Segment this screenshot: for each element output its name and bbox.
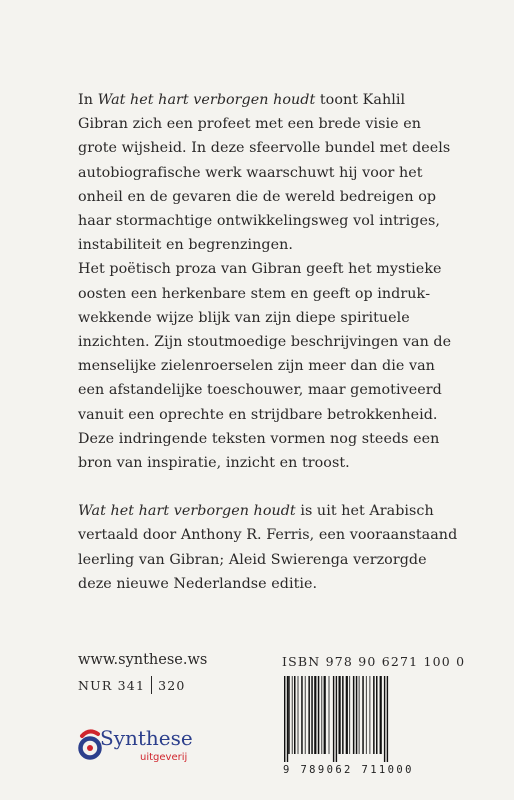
barcode-guard-bar bbox=[336, 676, 337, 762]
barcode-bars bbox=[280, 676, 455, 762]
barcode-bar bbox=[314, 676, 316, 754]
barcode-bar bbox=[329, 676, 330, 754]
barcode-bar bbox=[311, 676, 313, 754]
barcode-bar bbox=[373, 676, 375, 754]
barcode-bar bbox=[380, 676, 382, 754]
book-title: Wat het hart verborgen houdt bbox=[97, 92, 316, 108]
barcode-bar bbox=[353, 676, 355, 754]
barcode-bar bbox=[342, 676, 344, 754]
barcode-bar bbox=[288, 676, 290, 754]
barcode-bar bbox=[359, 676, 360, 754]
logo-subtitle: uitgeverij bbox=[140, 752, 188, 763]
barcode-bar bbox=[349, 676, 350, 754]
barcode-bar bbox=[321, 676, 322, 754]
barcode-guard-bar bbox=[284, 676, 285, 762]
barcode-bar bbox=[339, 676, 341, 754]
blurb-text bbox=[78, 88, 458, 596]
barcode-bar bbox=[362, 676, 364, 754]
barcode-bar bbox=[356, 676, 358, 754]
barcode-guard-bar bbox=[287, 676, 288, 762]
barcode-bar bbox=[292, 676, 293, 754]
isbn-number: ISBN 978 90 6271 100 0 bbox=[282, 654, 466, 669]
barcode-guard-bar bbox=[333, 676, 334, 762]
barcode-bar bbox=[324, 676, 326, 754]
logo-red-arc bbox=[82, 731, 98, 736]
barcode-bar bbox=[366, 676, 367, 754]
book-title-2: Wat het hart verborgen houdt bbox=[78, 503, 296, 520]
logo-name: Synthese bbox=[100, 726, 193, 750]
blurb-paragraph-1: In Wat het hart verborgen houdt toont Kahlil Gibran zich een profeet met een brede visie en grote wijsheid. In deze sfeervolle bundel met deels autobiografische werk waarschuwt hij voor het onheil en de gevaren die de wereld bedreigen op haar stormachtige ontwikkelingsweg vol intriges, instabiliteit en begrenzingen. bbox=[78, 92, 451, 254]
logo-dot bbox=[87, 745, 93, 751]
barcode-bar bbox=[305, 676, 306, 754]
barcode-bar bbox=[301, 676, 303, 754]
barcode-bar bbox=[298, 676, 299, 754]
barcode-bar bbox=[370, 676, 371, 754]
barcode-bar bbox=[294, 676, 296, 754]
nur-code: NUR 341 320 bbox=[78, 678, 186, 693]
barcode-bar bbox=[308, 676, 310, 754]
barcode-bar bbox=[376, 676, 378, 754]
barcode-digits: 9 789062 711000 bbox=[283, 764, 414, 776]
blurb-paragraph-3: Wat het hart verborgen houdt is uit het Arabisch vertaald door Anthony R. Ferris, een vooraanstaand leerling van Gibran; Aleid Swierenga verzorgde deze nieuwe Nederlandse editie. bbox=[78, 503, 458, 592]
nur-divider bbox=[151, 676, 152, 694]
barcode-bar bbox=[346, 676, 348, 754]
barcode-guard-bar bbox=[384, 676, 385, 762]
publisher-website: www.synthese.ws bbox=[78, 652, 208, 668]
barcode-bar bbox=[318, 676, 320, 754]
barcode-guard-bar bbox=[387, 676, 388, 762]
blurb-paragraph-2: Het poëtisch proza van Gibran geeft het mystieke oosten een herkenbare stem en geeft op indrukwekkende wijze blijk van zijn diepe spirituele inzichten. Zijn stoutmoedige beschrijvingen van de menselijke zielenroerselen zijn meer dan die van een afstandelijke toeschouwer, maar gemotiveerd vanuit een oprechte en strijdbare betrokkenheid. Deze indringende teksten vormen nog steeds een bron van inspiratie, inzicht en troost. bbox=[78, 261, 452, 472]
